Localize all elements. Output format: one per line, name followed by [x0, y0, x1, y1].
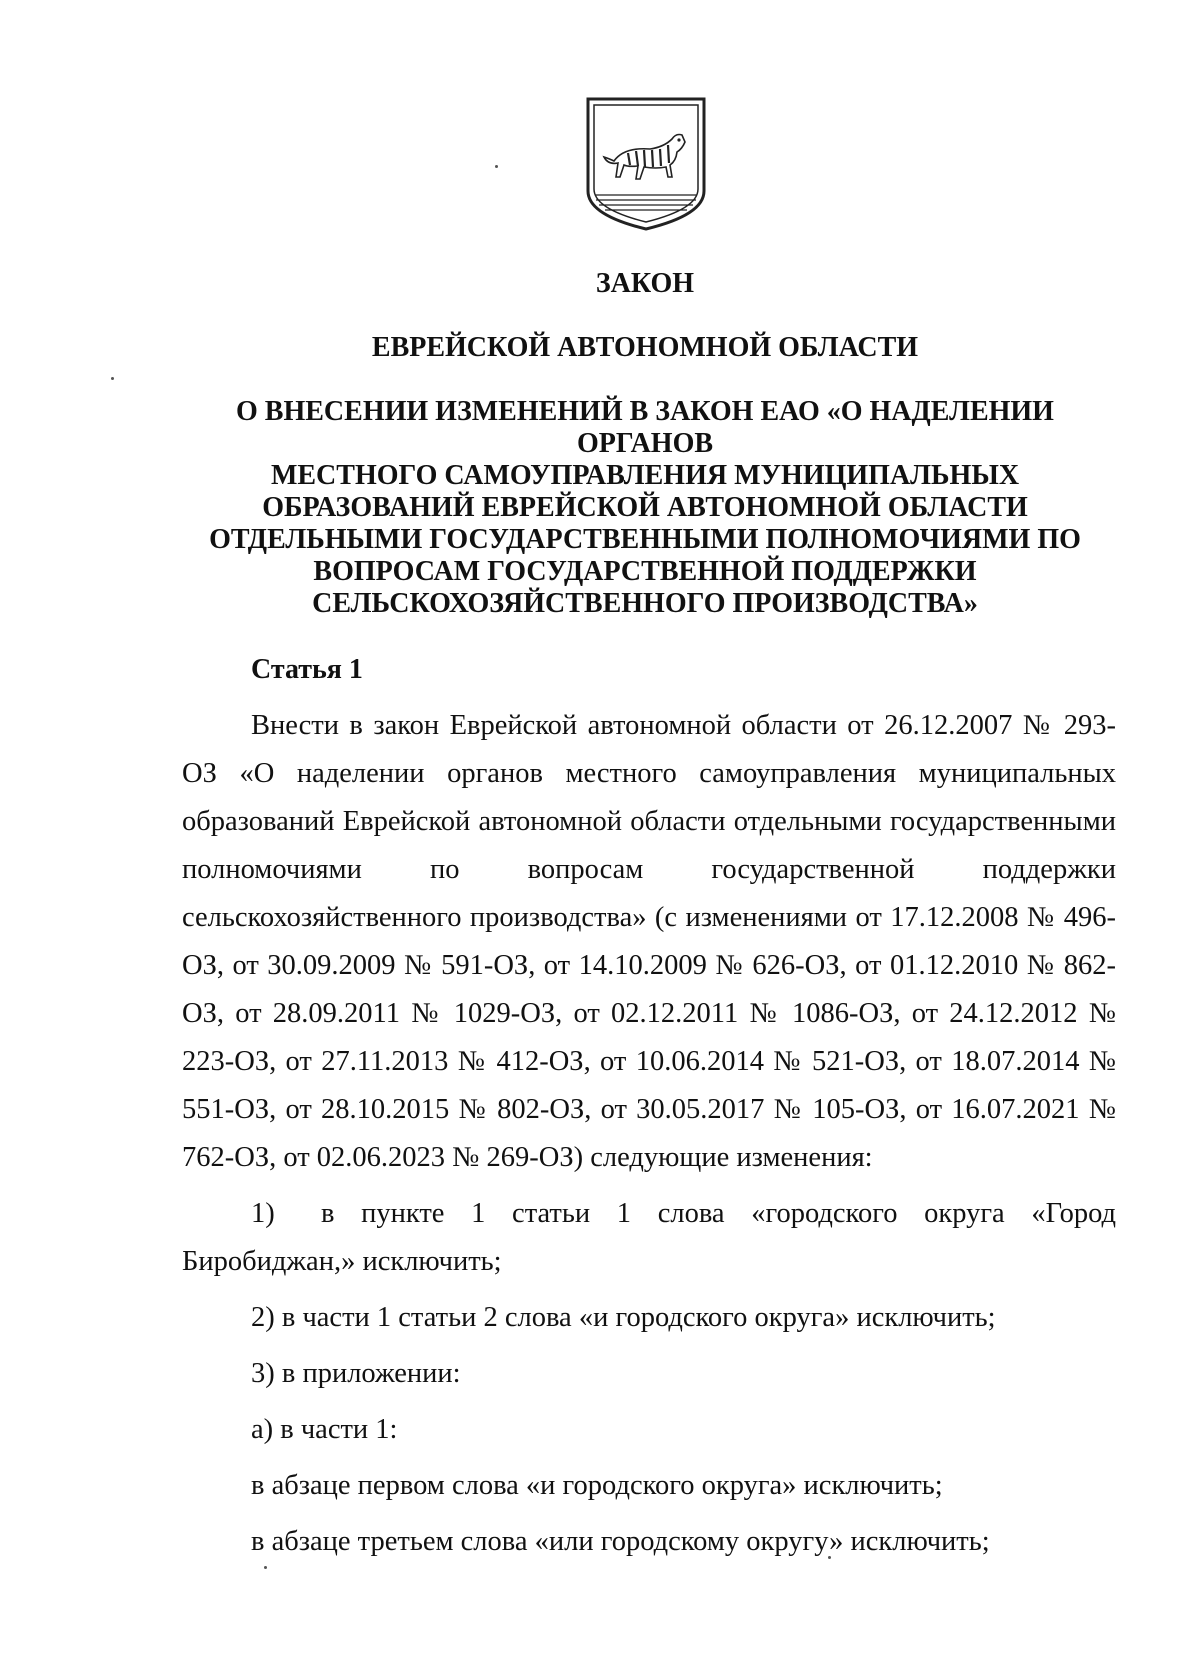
item-number: 1) [251, 1198, 275, 1229]
coat-of-arms [584, 95, 708, 231]
article-item-1 [182, 1190, 1116, 1286]
amendment-line-third-paragraph: в абзаце третьем слова «или городскому округу» исключить; [251, 1526, 990, 1557]
article-item-2: 2) в части 1 статьи 2 слова «и городского округа» исключить; [251, 1302, 996, 1333]
law-title-line: СЕЛЬСКОХОЗЯЙСТВЕННОГО ПРОИЗВОДСТВА» [312, 588, 978, 619]
law-title-line: ОБРАЗОВАНИЙ ЕВРЕЙСКОЙ АВТОНОМНОЙ ОБЛАСТИ [262, 492, 1028, 523]
document-type-heading: ЗАКОН [595, 268, 695, 299]
law-title [170, 396, 1120, 620]
scan-speck [111, 377, 114, 380]
law-title-line: ВОПРОСАМ ГОСУДАРСТВЕННОЙ ПОДДЕРЖКИ [313, 556, 977, 587]
article-item-3: 3) в приложении: [251, 1358, 461, 1389]
article-body [182, 702, 1116, 1566]
region-heading: ЕВРЕЙСКОЙ АВТОНОМНОЙ ОБЛАСТИ [371, 332, 919, 363]
law-title-line: МЕСТНОГО САМОУПРАВЛЕНИЯ МУНИЦИПАЛЬНЫХ [270, 460, 1020, 491]
article-item-3a: а) в части 1: [251, 1414, 398, 1445]
item-text: в пункте 1 статьи 1 слова «городского округа «Город Биробиджан,» исключить; [182, 1198, 1116, 1277]
article-title: Статья 1 [251, 654, 363, 685]
amendment-line-first-paragraph: в абзаце первом слова «и городского округа» исключить; [251, 1470, 943, 1501]
scan-speck [264, 1566, 267, 1569]
article-intro-paragraph: Внести в закон Еврейской автономной области от 26.12.2007 № 293-ОЗ «О наделении органов местного самоуправления муниципальных образований Еврейской автономной области отдельными государственными полномочиями по вопросам государственной поддержки сельскохозяйственного производства» (с изменениями от 17.12.2008 № 496-ОЗ, от 30.09.2009 № 591-ОЗ, от 14.10.2009 № 626-ОЗ, от 01.12.2010 № 862-ОЗ, от 28.09.2011 № 1029-ОЗ, от 02.12.2011 № 1086-ОЗ, от 24.12.2012 № 223-ОЗ, от 27.11.2013 № 412-ОЗ, от 10.06.2014 № 521-ОЗ, от 18.07.2014 № 551-ОЗ, от 28.10.2015 № 802-ОЗ, от 30.05.2017 № 105-ОЗ, от 16.07.2021 № 762-ОЗ, от 02.06.2023 № 269-ОЗ) следующие изменения: [182, 710, 1116, 1173]
scan-speck [495, 165, 498, 168]
law-title-line: О ВНЕСЕНИИ ИЗМЕНЕНИЙ В ЗАКОН ЕАО «О НАДЕЛЕНИИ ОРГАНОВ [236, 396, 1054, 459]
coat-of-arms-tiger-icon [584, 95, 708, 231]
law-title-line: ОТДЕЛЬНЫМИ ГОСУДАРСТВЕННЫМИ ПОЛНОМОЧИЯМИ ПО [209, 524, 1081, 555]
